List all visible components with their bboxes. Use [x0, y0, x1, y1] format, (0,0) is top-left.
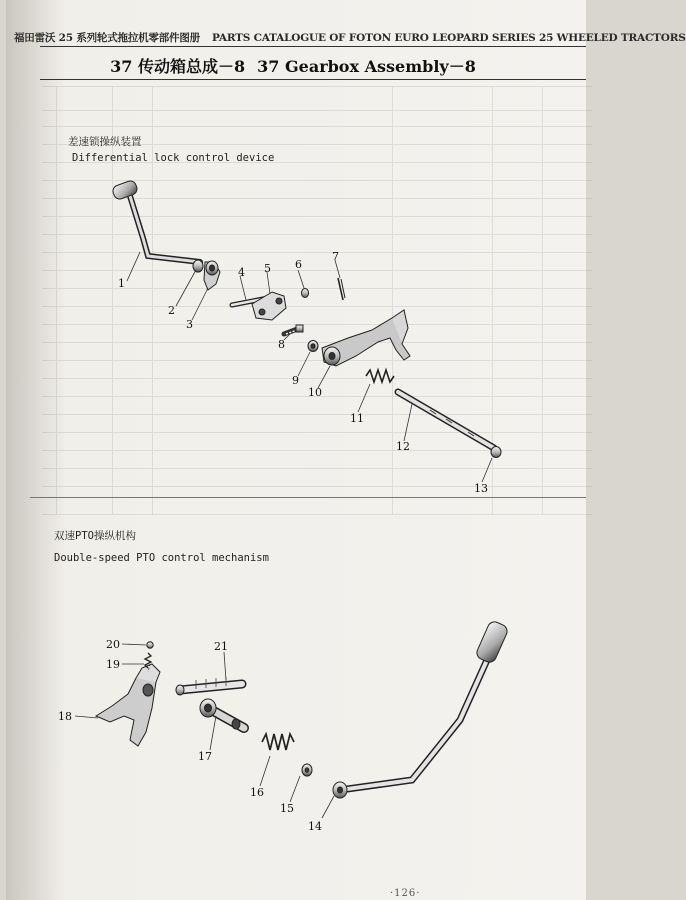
diagram1-label-en: Differential lock control device — [72, 152, 275, 164]
part-20-ball — [147, 642, 153, 648]
part-9-nut — [308, 341, 318, 352]
part-17-shaft — [200, 699, 244, 729]
callout-2: 2 — [168, 304, 175, 317]
page-number: ·126· — [390, 888, 421, 899]
callout-14: 14 — [308, 820, 322, 833]
section-title-en: 37 Gearbox Assembly－8 — [257, 57, 476, 76]
header-series-en: PARTS CATALOGUE OF FOTON EURO LEOPARD SERIES 25 WHEELED TRACTORS — [211, 32, 686, 44]
callout-1: 1 — [118, 277, 125, 290]
callout-19: 19 — [106, 658, 120, 671]
part-5-fork-plate — [252, 292, 286, 320]
callout-16: 16 — [250, 786, 264, 799]
part-3-bracket — [204, 261, 220, 290]
header-series-cn: 福田雷沃 25 系列轮式拖拉机零部件图册 — [14, 32, 200, 44]
diagram2-drawing — [75, 620, 509, 818]
callout-8: 8 — [278, 338, 285, 351]
callout-15: 15 — [280, 802, 294, 815]
callout-5: 5 — [264, 262, 271, 275]
part-18-shift-fork — [96, 664, 160, 746]
callout-17: 17 — [198, 750, 212, 763]
callout-4: 4 — [238, 266, 245, 279]
callout-13: 13 — [474, 482, 488, 495]
callout-6: 6 — [295, 258, 302, 271]
callout-18: 18 — [58, 710, 72, 723]
diagram1-callouts — [118, 250, 488, 495]
part-15-washer — [302, 764, 312, 776]
part-8-bolt — [284, 325, 303, 334]
callout-20: 20 — [106, 638, 120, 651]
part-10-shift-fork — [322, 310, 410, 366]
part-21-pin — [176, 677, 242, 695]
diagram1-drawing — [111, 179, 501, 482]
part-6-washer — [302, 289, 309, 298]
part-7-cotter-pin — [338, 278, 345, 300]
callout-9: 9 — [292, 374, 299, 387]
part-2-washer — [193, 260, 203, 272]
callout-12: 12 — [396, 440, 410, 453]
part-1-crank-handle — [111, 179, 200, 262]
diagram2-label-cn: 双速PTO操纵机构 — [54, 530, 136, 542]
callout-7: 7 — [332, 250, 339, 263]
part-13-ball — [491, 447, 501, 458]
part-12-shift-rod — [398, 392, 494, 448]
diagram2-label-en: Double-speed PTO control mechanism — [54, 552, 269, 564]
section-title-cn: 37 传动箱总成－8 — [110, 57, 246, 76]
part-14-long-lever — [333, 620, 509, 798]
callout-11: 11 — [350, 412, 364, 425]
callout-3: 3 — [186, 318, 193, 331]
callout-10: 10 — [308, 386, 322, 399]
part-11-spring — [366, 370, 394, 382]
diagram1-label-cn: 差速锁操纵装置 — [68, 136, 142, 148]
callout-21: 21 — [214, 640, 228, 653]
part-16-spring — [262, 734, 294, 750]
